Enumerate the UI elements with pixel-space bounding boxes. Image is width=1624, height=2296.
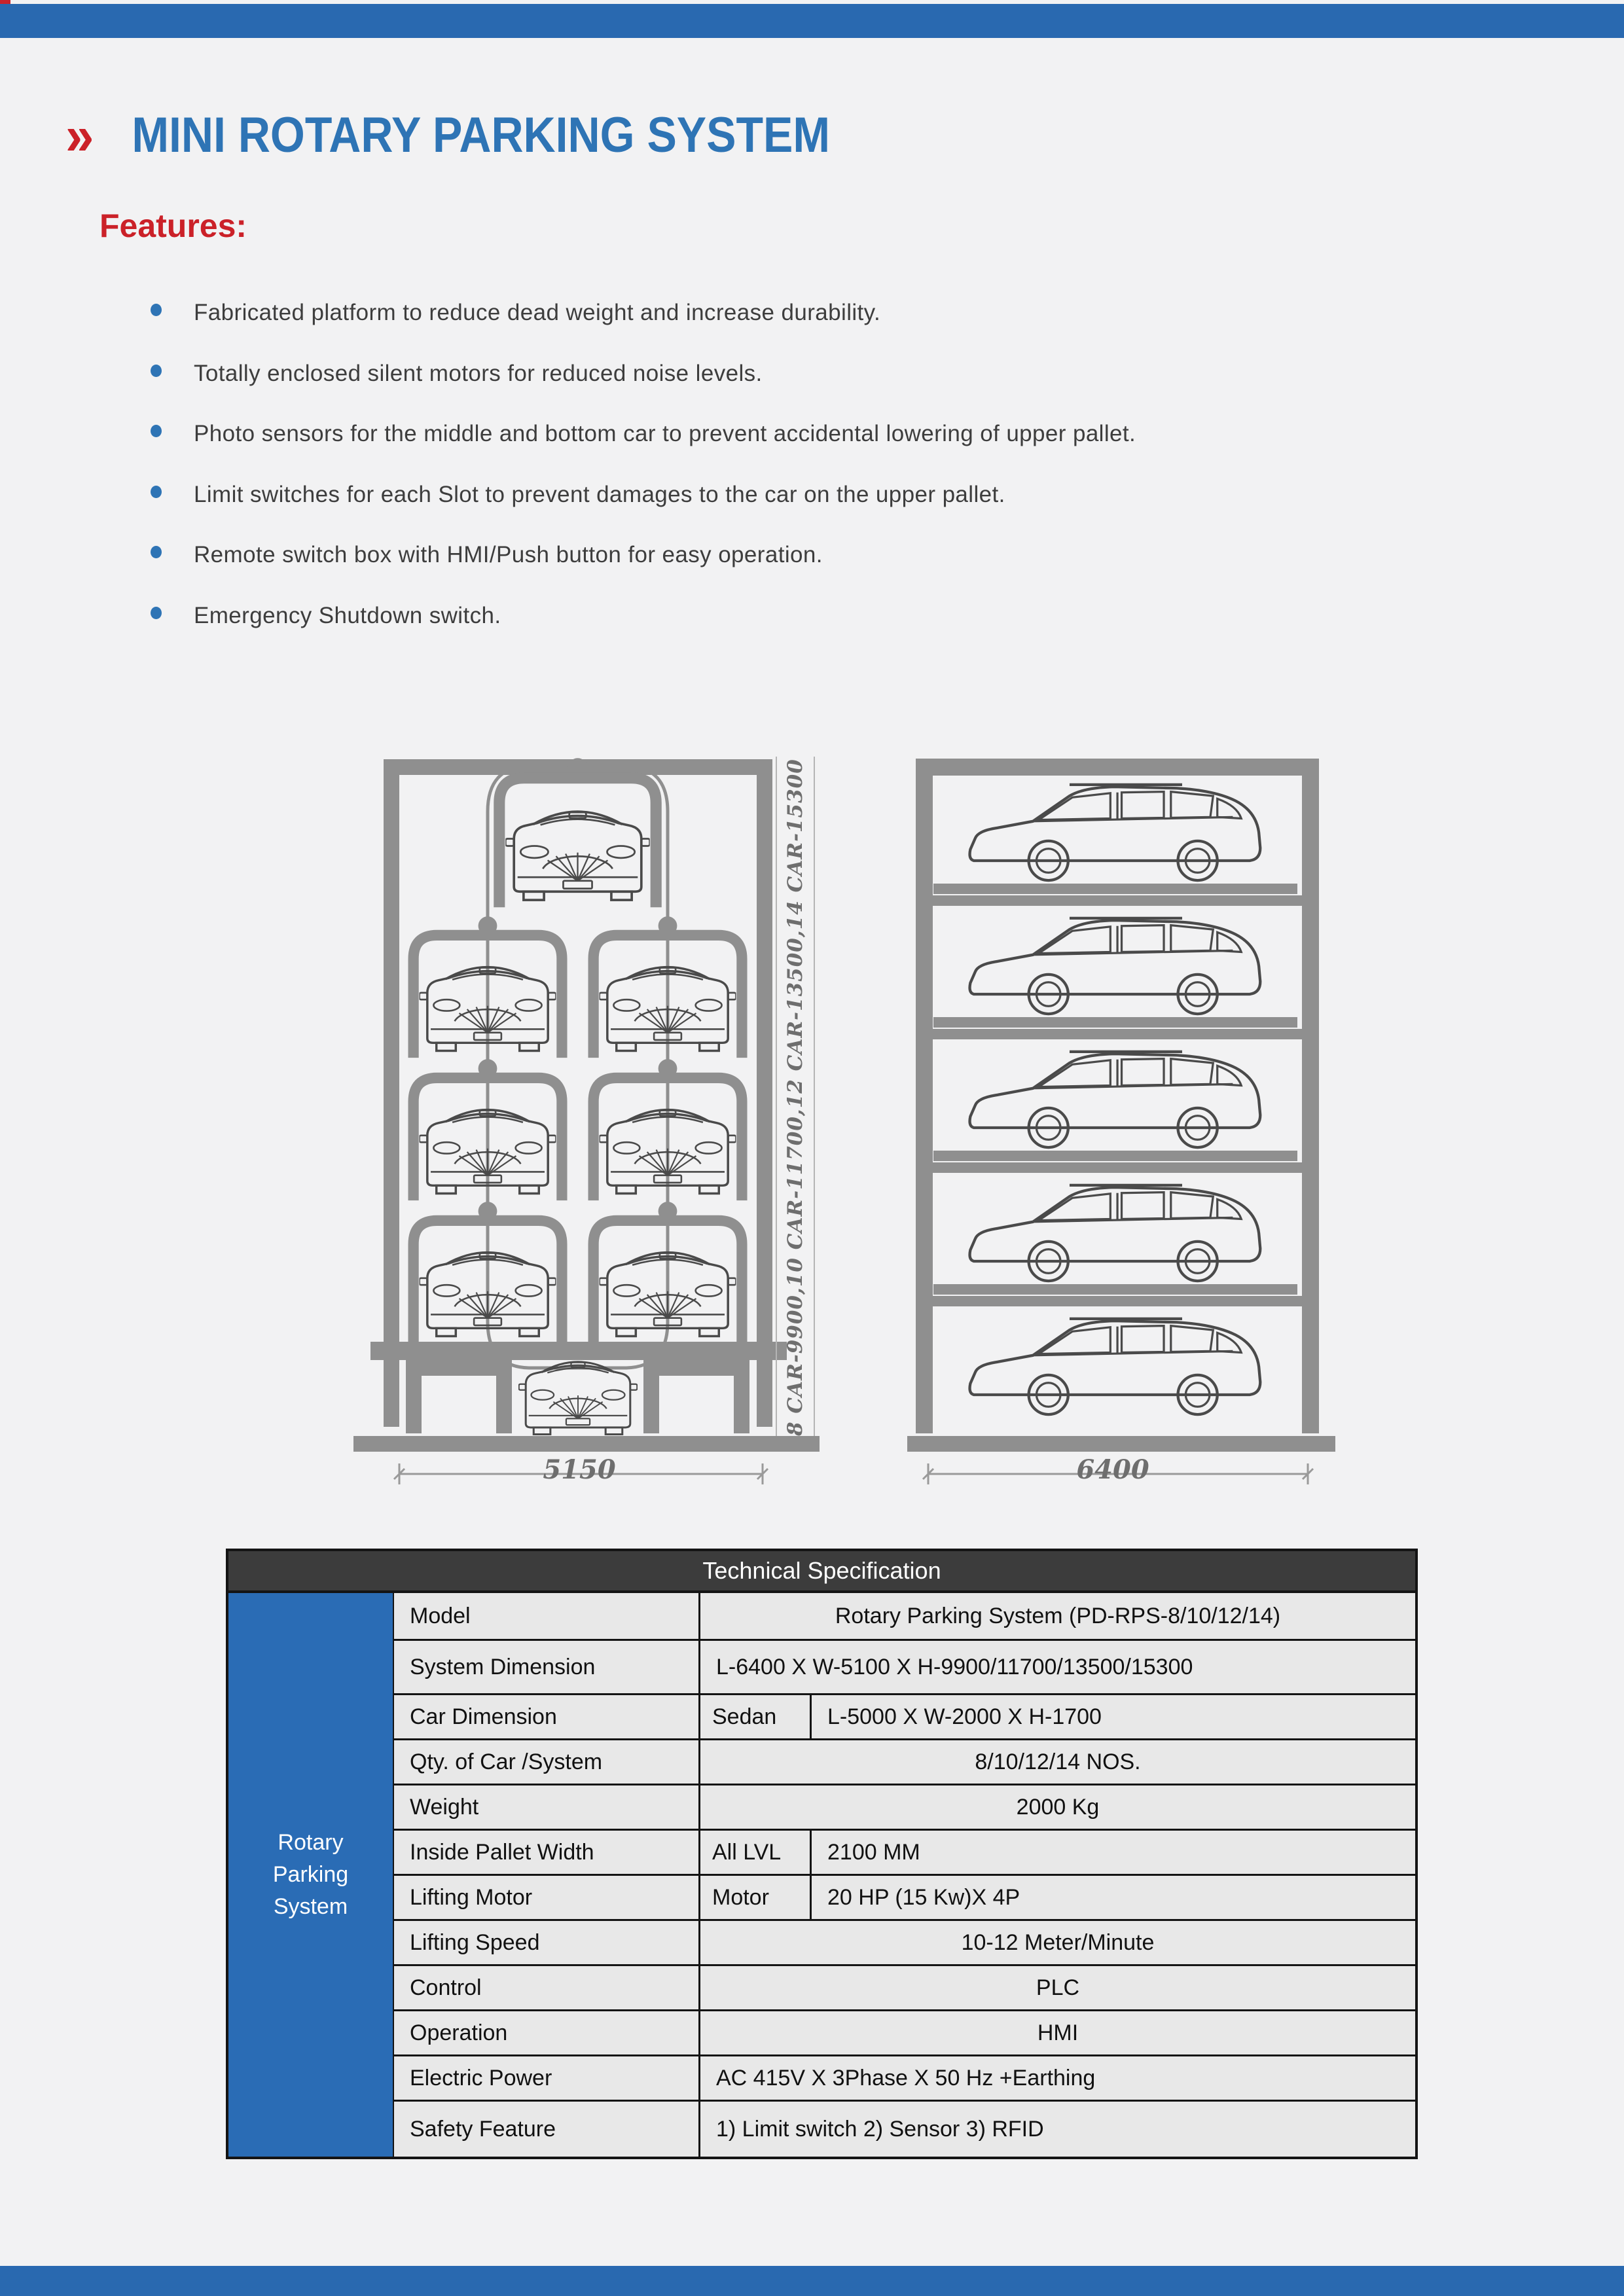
top-blue-bar [0, 4, 1624, 38]
feature-item [151, 590, 1453, 643]
spec-row [394, 2056, 1415, 2102]
spec-value: 2000 Kg [1016, 1794, 1100, 1820]
rotary-parking-drawing [353, 753, 1335, 1496]
spec-sub-label: Sedan [700, 1695, 812, 1738]
spec-value: Rotary Parking System (PD-RPS-8/10/12/14) [835, 1603, 1281, 1628]
feature-text: Emergency Shutdown switch. [194, 602, 501, 628]
feature-item [151, 287, 1453, 340]
spec-label: Safety Feature [394, 2102, 700, 2157]
bullet-dot-icon [151, 486, 162, 498]
title-row [65, 104, 831, 167]
bullet-dot-icon [151, 425, 162, 437]
feature-text: Totally enclosed silent motors for reduced noise levels. [194, 360, 763, 386]
bullet-dot-icon [151, 546, 162, 558]
spec-label: System Dimension [394, 1641, 700, 1693]
car-side-icon [970, 1052, 1261, 1147]
spec-value: L-5000 X W-2000 X H-1700 [827, 1704, 1102, 1729]
spec-value: 1) Limit switch 2) Sensor 3) RFID [716, 2116, 1044, 2142]
feature-text: Fabricated platform to reduce dead weight and increase durability. [194, 300, 881, 325]
feature-item [151, 529, 1453, 582]
spec-row [394, 1740, 1415, 1785]
spec-value: PLC [1036, 1975, 1080, 2000]
bullet-dot-icon [151, 365, 162, 377]
spec-row [394, 1641, 1415, 1695]
side-view-rack [907, 767, 1335, 1484]
spec-row [394, 1593, 1415, 1641]
table-body [228, 1593, 1415, 2157]
spec-row [394, 2102, 1415, 2157]
car-side-icon [970, 918, 1261, 1014]
feature-item [151, 348, 1453, 401]
spec-label: Car Dimension [394, 1695, 700, 1738]
spec-label: Weight [394, 1785, 700, 1829]
parking-system-diagram [353, 753, 1335, 1496]
feature-text: Photo sensors for the middle and bottom car to prevent accidental lowering of upper pallet. [194, 421, 1136, 446]
spec-label: Operation [394, 2011, 700, 2054]
feature-item [151, 469, 1453, 522]
spec-sub-label: Motor [700, 1876, 812, 1919]
double-chevron-icon: » [65, 104, 94, 167]
spec-value: 8/10/12/14 NOS. [975, 1749, 1141, 1774]
spec-row [394, 1876, 1415, 1921]
features-heading: Features: [99, 207, 247, 244]
feature-item [151, 408, 1453, 461]
spec-value: 2100 MM [827, 1839, 920, 1865]
car-front-icon [519, 1362, 638, 1435]
feature-text: Remote switch box with HMI/Push button for easy operation. [194, 542, 823, 567]
technical-specification-table [226, 1549, 1418, 2159]
spec-row [394, 1831, 1415, 1876]
table-title: Technical Specification [228, 1551, 1415, 1593]
spec-value: 10-12 Meter/Minute [961, 1929, 1155, 1955]
spec-rows [394, 1593, 1415, 2157]
spec-value: L-6400 X W-5100 X H-9900/11700/13500/15300 [716, 1654, 1193, 1679]
car-front-icon [499, 758, 656, 907]
group-cell-rotary-parking-system: Rotary Parking System [228, 1593, 394, 2157]
front-width-dimension: 5150 [543, 1454, 616, 1485]
car-side-icon [970, 1185, 1261, 1281]
spec-row [394, 2011, 1415, 2056]
feature-text: Limit switches for each Slot to prevent damages to the car on the upper pallet. [194, 481, 1005, 507]
features-list [151, 287, 1453, 650]
car-side-icon [970, 1319, 1261, 1414]
spec-sub-label: All LVL [700, 1831, 812, 1874]
bullet-dot-icon [151, 304, 162, 316]
spec-label: Model [394, 1593, 700, 1639]
spec-value: 20 HP (15 Kw)X 4P [827, 1884, 1020, 1910]
spec-label: Lifting Speed [394, 1921, 700, 1964]
bullet-dot-icon [151, 607, 162, 619]
spec-row [394, 1966, 1415, 2011]
spec-row [394, 1921, 1415, 1966]
car-side-icon [970, 785, 1261, 880]
spec-label: Lifting Motor [394, 1876, 700, 1919]
spec-label: Control [394, 1966, 700, 2009]
spec-label: Electric Power [394, 2056, 700, 2100]
spec-label: Qty. of Car /System [394, 1740, 700, 1784]
side-length-dimension: 6400 [1076, 1454, 1149, 1485]
spec-value: HMI [1037, 2020, 1079, 2045]
height-dimension-note: 8 CAR-9900,10 CAR-11700,12 CAR-13500,14 CAR-15300 [776, 757, 815, 1436]
spec-row [394, 1695, 1415, 1740]
front-view-tower [353, 758, 820, 1484]
bottom-blue-bar [0, 2266, 1624, 2296]
spec-label: Inside Pallet Width [394, 1831, 700, 1874]
spec-value: AC 415V X 3Phase X 50 Hz +Earthing [716, 2065, 1096, 2090]
page-title: MINI ROTARY PARKING SYSTEM [132, 107, 831, 163]
spec-row [394, 1785, 1415, 1831]
